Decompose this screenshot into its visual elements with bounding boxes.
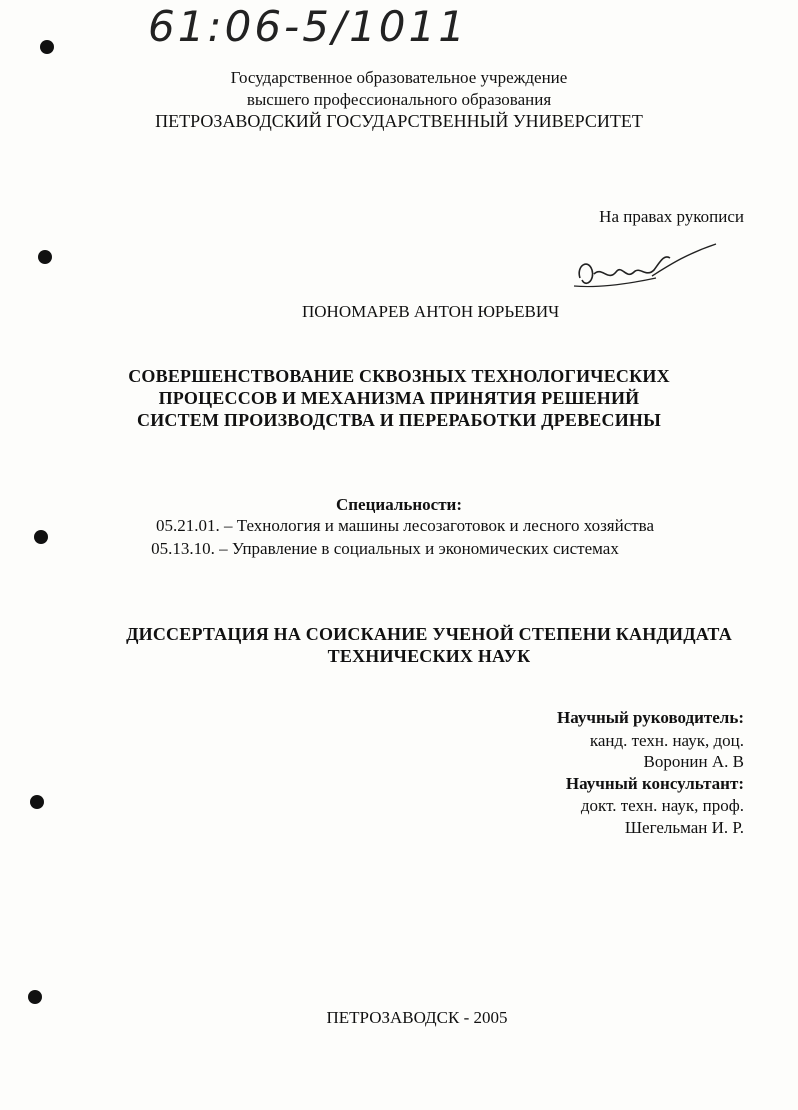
thesis-title-line: ПРОЦЕССОВ И МЕХАНИЗМА ПРИНЯТИЯ РЕШЕНИЙ [158,388,640,408]
binder-hole [38,250,52,264]
binder-hole [28,990,42,1004]
consultant-rank: докт. техн. наук, проф. [580,796,744,815]
binder-hole [30,795,44,809]
handwritten-signature [568,236,718,306]
supervisor-name: Воронин А. В [643,752,744,771]
specialties-heading: Специальности: [335,495,463,514]
rights-notice: На правах рукописи [599,207,744,226]
degree-line: ДИССЕРТАЦИЯ НА СОИСКАНИЕ УЧЕНОЙ СТЕПЕНИ КАНДИДАТА [126,624,732,644]
header-university: ПЕТРОЗАВОДСКИЙ ГОСУДАРСТВЕННЫЙ УНИВЕРСИТЕТ [155,111,643,131]
author-name: ПОНОМАРЕВ АНТОН ЮРЬЕВИЧ [302,302,560,321]
specialty-item: 05.13.10. – Управление в социальных и экономических системах [151,539,619,558]
supervisor-heading: Научный руководитель: [557,708,744,727]
binder-hole [40,40,54,54]
supervisor-rank: канд. техн. наук, доц. [589,731,744,750]
thesis-title-line: СИСТЕМ ПРОИЗВОДСТВА И ПЕРЕРАБОТКИ ДРЕВЕСИНЫ [137,410,661,430]
header-education-level: высшего профессионального образования [246,90,552,109]
consultant-heading: Научный консультант: [565,774,744,793]
archive-number: 61:06-5/1011 [148,2,468,51]
consultant-name: Шегельман И. Р. [624,818,744,837]
header-institution-type: Государственное образовательное учреждение [230,68,568,87]
thesis-title-line: СОВЕРШЕНСТВОВАНИЕ СКВОЗНЫХ ТЕХНОЛОГИЧЕСКИХ [128,366,670,386]
degree-line: ТЕХНИЧЕСКИХ НАУК [327,646,531,666]
specialty-item: 05.21.01. – Технология и машины лесозаготовок и лесного хозяйства [155,516,655,535]
city-year: ПЕТРОЗАВОДСК - 2005 [326,1008,508,1027]
